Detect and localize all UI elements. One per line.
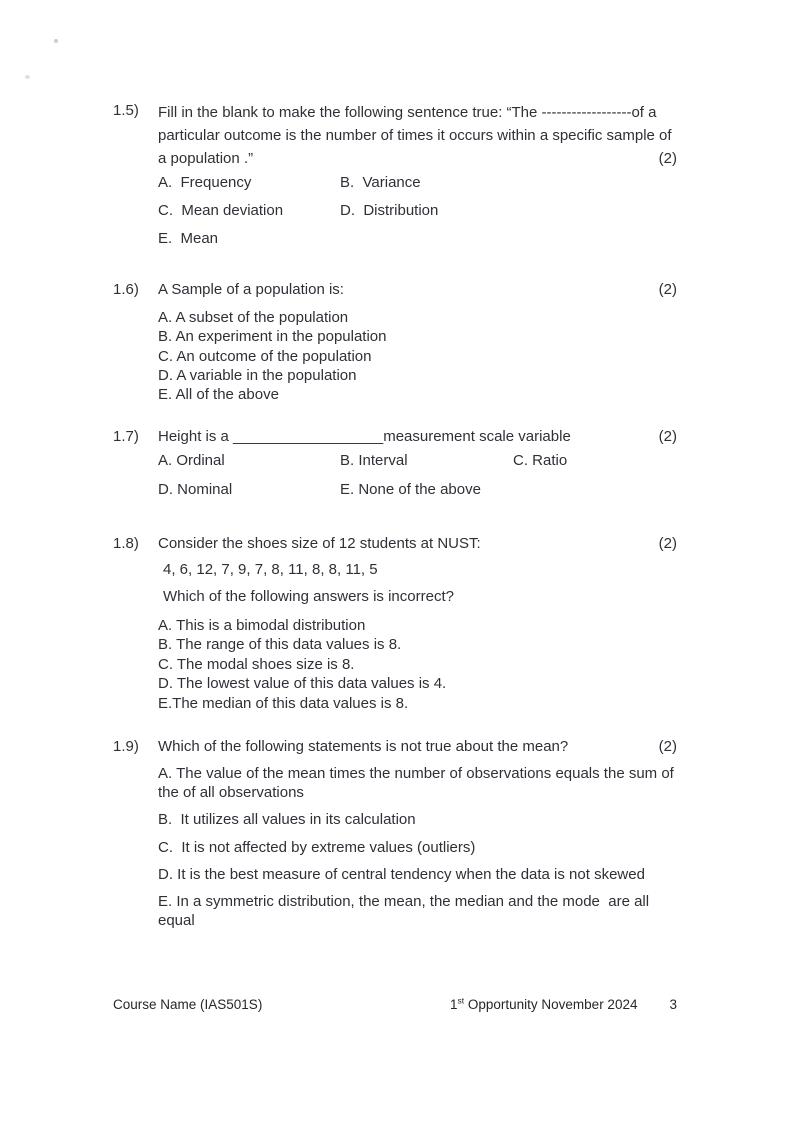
question-stem [158,280,677,299]
question-stem-text: A Sample of a population is: [158,281,344,298]
points-label: (2) [658,535,677,552]
option-b: B. An experiment in the population [158,328,387,346]
question-stem [158,737,677,756]
options-grid [158,451,677,499]
question-1-8 [113,534,677,713]
question-number: 1.8) [113,535,139,552]
question-1-5 [113,101,677,248]
option-d: D. A variable in the population [158,366,357,384]
question-number: 1.7) [113,428,139,445]
footer-page-number: 3 [669,997,677,1012]
option-a: A. This is a bimodal distribution [158,617,366,634]
question-stem-text: Which of the following statements is not true about the mean? [158,738,569,755]
scan-speckle [54,39,58,43]
points-label: (2) [658,738,677,755]
option-a: A. Frequency [158,174,252,191]
question-stem-text: Consider the shoes size of 12 students at NUST: [158,535,481,552]
footer-course-name: Course Name (IAS501S) [113,997,263,1012]
question-stem-text: Fill in the blank to make the following sentence true: “The ------------------of a particular outcome is the number of times it occurs within a specific sample of a population .” [158,104,676,167]
option-d: D. It is the best measure of central tendency when the data is not skewed [158,865,645,883]
option-c: C. An outcome of the population [158,347,372,365]
option-b: B. Interval [340,452,408,469]
points-label: (2) [658,150,677,167]
option-e: E. Mean [158,230,219,247]
option-a: A. The value of the mean times the number of observations equals the sum of the of all observations [158,765,679,802]
option-b: B. The range of this data values is 8. [158,636,402,654]
sub-question: Which of the following answers is incorrect? [163,588,454,605]
points-label: (2) [658,281,677,298]
points-label: (2) [658,428,677,445]
footer-ordinal: st [457,995,465,1006]
option-a: A. A subset of the population [158,309,349,326]
question-number: 1.6) [113,281,139,298]
option-c: C. The modal shoes size is 8. [158,655,355,673]
footer-session: 1st Opportunity November 2024 [449,995,638,1012]
question-stem [158,101,677,170]
option-e: E. None of the above [340,481,481,498]
option-e: E.The median of this data values is 8. [158,694,409,712]
page-footer [113,996,677,1013]
question-number: 1.9) [113,738,139,755]
footer-right [450,996,677,1013]
option-e: E. In a symmetric distribution, the mean, the median and the mode are all equal [158,893,654,930]
option-b: B. It utilizes all values in its calculation [158,811,416,829]
options-list [158,764,677,930]
option-b: B. Variance [340,174,421,191]
question-stem-text: Height is a __________________measurement scale variable [158,428,571,445]
option-d: D. Distribution [340,202,439,219]
data-values: 4, 6, 12, 7, 9, 7, 8, 11, 8, 8, 11, 5 [163,561,378,578]
question-1-7 [113,427,677,499]
option-d: D. Nominal [158,481,233,498]
question-stem [158,534,677,553]
options-list [158,308,677,404]
question-1-9 [113,737,677,930]
option-c: C. Ratio [513,452,568,469]
options-grid [158,173,677,248]
question-stem [158,427,677,446]
question-number: 1.5) [113,102,139,119]
option-a: A. Ordinal [158,452,225,469]
option-d: D. The lowest value of this data values is 4. [158,675,447,693]
options-list [158,616,677,713]
option-e: E. All of the above [158,386,279,404]
option-c: C. Mean deviation [158,202,284,219]
option-c: C. It is not affected by extreme values (outliers) [158,838,476,856]
scan-speckle [25,75,30,79]
question-1-6 [113,280,677,404]
